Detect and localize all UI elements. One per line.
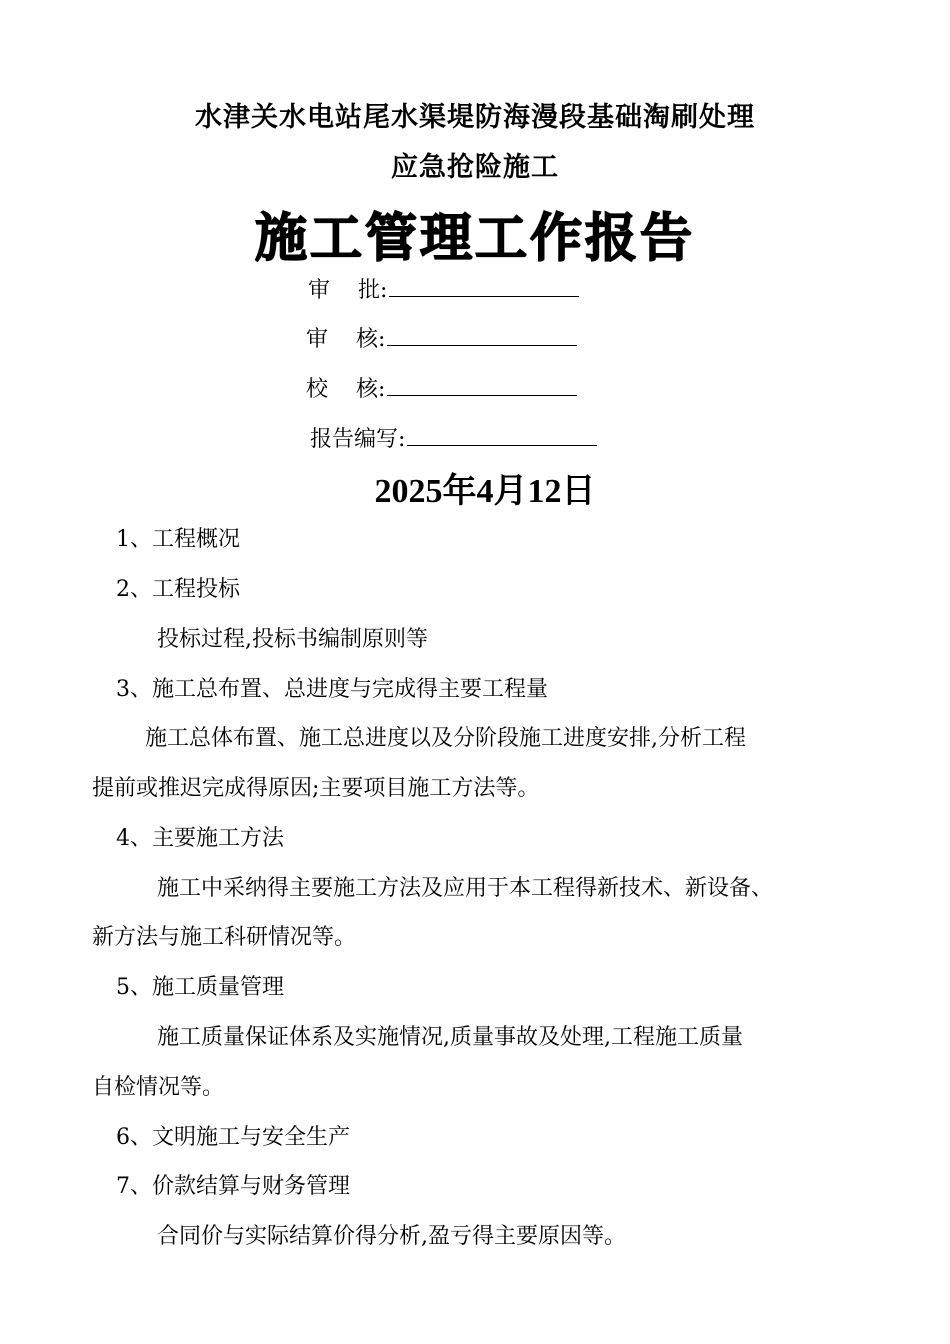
signature-author-line xyxy=(407,427,597,446)
section-2-heading: 2、工程投标 xyxy=(116,577,240,602)
signature-author xyxy=(310,422,597,453)
main-title: 施工管理工作报告 xyxy=(254,209,695,269)
signature-review-line xyxy=(387,327,577,346)
signature-approve xyxy=(308,273,579,304)
section-4-body-line-2: 新方法与施工科研情况等。 xyxy=(92,925,357,950)
section-5-heading: 5、施工质量管理 xyxy=(116,975,284,1000)
signature-review xyxy=(306,322,577,353)
section-3-body-line-1: 施工总体布置、施工总进度以及分阶段施工进度安排,分析工程 xyxy=(145,726,746,751)
signature-approve-line xyxy=(389,278,579,297)
section-7-body: 合同价与实际结算价得分析,盈亏得主要原因等。 xyxy=(157,1224,626,1249)
section-6-heading: 6、文明施工与安全生产 xyxy=(116,1125,350,1150)
section-7-heading: 7、价款结算与财务管理 xyxy=(116,1174,350,1199)
section-5-body-line-2: 自检情况等。 xyxy=(92,1075,225,1100)
section-3-body-line-2: 提前或推迟完成得原因;主要项目施工方法等。 xyxy=(92,776,540,801)
section-2-body: 投标过程,投标书编制原则等 xyxy=(157,627,428,652)
signature-approve-label: 审 批: xyxy=(308,278,388,303)
signature-review-label: 审 核: xyxy=(306,327,386,352)
report-date: 2025年4月12日 xyxy=(374,473,596,510)
section-4-body-line-1: 施工中采纳得主要施工方法及应用于本工程得新技术、新设备、 xyxy=(157,876,774,901)
title-line-1: 水津关水电站尾水渠堤防海漫段基础淘刷处理 xyxy=(195,102,755,133)
title-line-2: 应急抢险施工 xyxy=(391,152,559,183)
signature-check-line xyxy=(387,377,577,396)
signature-author-label: 报告编写: xyxy=(310,427,406,452)
section-5-body-line-1: 施工质量保证体系及实施情况,质量事故及处理,工程施工质量 xyxy=(157,1025,743,1050)
section-3-heading: 3、施工总布置、总进度与完成得主要工程量 xyxy=(116,677,548,702)
section-4-heading: 4、主要施工方法 xyxy=(116,826,284,851)
signature-check-label: 校 核: xyxy=(306,377,386,402)
section-1-heading: 1、工程概况 xyxy=(116,527,240,552)
signature-check xyxy=(306,372,577,403)
